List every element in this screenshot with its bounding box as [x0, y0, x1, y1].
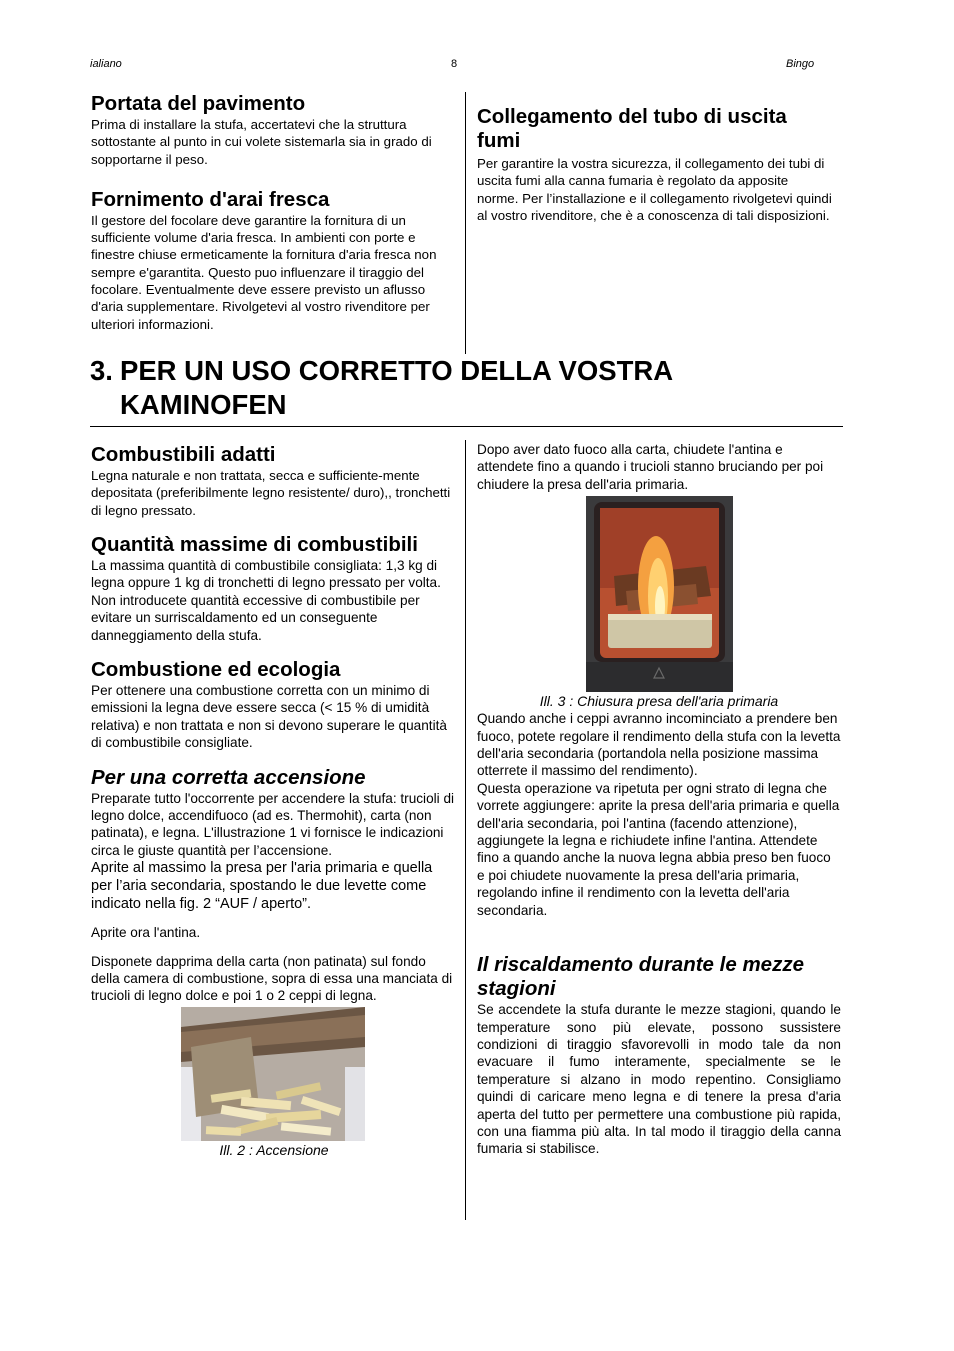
- chapter-title-line1: PER UN USO CORRETTO DELLA VOSTRA: [120, 355, 674, 386]
- stove-flame-image: [586, 496, 733, 692]
- right-column: [477, 441, 841, 1158]
- chapter-title-line2: KAMINOFEN: [120, 389, 287, 420]
- page-number: 8: [451, 58, 458, 70]
- section-title-ecology: Combustione ed ecologia: [91, 657, 341, 681]
- ignition-text-3: Aprite ora l'antina.: [91, 925, 201, 941]
- section-title-fuels: Combustibili adatti: [91, 443, 276, 466]
- section-text-fresh-air: Il gestore del focolare deve garantire la fornitura di un sufficiente volume d'aria fresca. In ambienti con porte e finestre chiuse ermeticamente la fornitura d'aria fresca non sempre e'garantita. Questo puo influenzare il tiraggio del focolare. Eventualmente deve essere previsto un aflusso d'aria supplementare. Rivolgetevi al vostro rivenditore per ulteriori informazioni.: [91, 212, 437, 332]
- header-model: Bingo: [786, 58, 815, 70]
- section-text-flue: Per garantire la vostra sicurezza, il collegamento dei tubi di uscita fumi alla canna fumaria è regolato da apposite norme. Per l’installazione e il collegamento rivolgetevi quindi al vostro rivenditore, che è a conoscenza di tali disposizioni.: [477, 156, 832, 223]
- left-column: [91, 443, 457, 1159]
- firewood-kindling-image: [181, 1007, 365, 1141]
- bottom-column-divider: [465, 440, 466, 1220]
- ignition-text-4: Disponete dapprima della carta (non patinata) sul fondo della camera di combustione, sopra di essa una manciata di trucioli di legno dolce e poi 1 o 2 ceppi di legna.: [91, 953, 453, 1004]
- ignition-text-2: Aprite al massimo la presa per l'aria primaria e quella per l’aria secondaria, spostando le due levette come indicato nella fig. 2 “AUF / aperto”.: [91, 860, 433, 913]
- figure-2-caption: Ill. 2 : Accensione: [219, 1141, 329, 1158]
- section-text-mid-season: Se accendete la stufa durante le mezze stagioni, quando le temperature sono più elevate, possono sussistere condizioni di tiraggio sfavorevolli in modo tale da non evacuare il fumo interamente, specialmente se le temperature si alzano in modo repentino. Consigliamo quindi di caricare meno legna e di tenere la presa d'aria aperta del tutto per permettere una combustione più rapida, con una fiamma più alta. In tal modo il tiraggio della canna fumaria si stabilisce.: [477, 1002, 841, 1157]
- right-text-3: Questa operazione va ripetuta per ogni strato di legna che vorrete aggiungere: aprite la presa dell'aria primaria e quella dell'aria secondaria, poi l'antina (facendo attenzione), aggiungete la legna e richiudete infine l'antina. Attendete fino a quando anche la nuova legna abbia preso ben fuoco e poi chiudete nuovamente la presa dell'aria primaria, regolando infine il rendimento con la levetta dell'aria secondaria.: [477, 780, 840, 918]
- section-title-quantity: Quantità massime di combustibili: [91, 532, 418, 556]
- section-title-fresh-air: Fornimento d'arai fresca: [91, 187, 330, 211]
- ignition-text-1: Preparate tutto l'occorrente per accendere la stufa: trucioli di legno dolce, accendifuoco (ad es. Thermohit), carta (non patinata), e legna. L'illustrazione 1 vi fornisce le indicazioni circa le giuste quantità per l’accensione.: [91, 790, 455, 858]
- figure-3-caption: Ill. 3 : Chiusura presa dell'aria primaria: [539, 693, 779, 710]
- section-text-fuels: Legna naturale e non trattata, secca e sufficiente-mente depositata (preferibilmente legno resistente/ duro),, tronchetti di legno pressato.: [91, 468, 451, 518]
- section-text-quantity: La massima quantità di combustibile consigliata: 1,3 kg di legna oppure 1 kg di tronchetti di legno pressato per volta. Non introducete quantità eccessive di combustibile per evitare un surriscaldamento ed un conseguente danneggiamento della stufa.: [91, 557, 441, 643]
- right-text-1: Dopo aver dato fuoco alla carta, chiudete l'antina e attendete fino a quando i trucioli stanno bruciando per poi chiudere la presa dell'aria primaria.: [477, 442, 824, 492]
- right-text-2: Quando anche i ceppi avranno incominciato a prendere ben fuoco, potete regolare il rendimento della stufa con la levetta dell'aria secondaria (portandola nella posizione massima otterrete il massimo del rendimento).: [477, 711, 841, 779]
- section-title-floor: Portata del pavimento: [91, 92, 306, 115]
- figure-2-ignition-photo: [181, 1007, 365, 1141]
- header-language: ialiano: [90, 58, 122, 70]
- section-title-mid-season: Il riscaldamento durante le mezze stagioni: [477, 953, 804, 1001]
- section-title-ignition: Per una corretta accensione: [91, 765, 366, 789]
- top-left-column: [91, 92, 457, 333]
- chapter-number: 3.: [90, 355, 113, 386]
- top-right-column: [477, 105, 832, 224]
- top-column-divider: [465, 92, 466, 354]
- chapter-heading: [90, 354, 843, 427]
- section-text-floor: Prima di installare la stufa, accertatevi che la struttura sottostante al punto in cui volete sistemarla sia in grado di sopportarne il peso.: [91, 117, 432, 167]
- section-text-ecology: Per ottenere una combustione corretta con un minimo di emissioni la legna deve essere secca (< 15 % di umidità relativa) e non trattata e non si devono superare le quantità di combustibile consigliate.: [91, 682, 447, 751]
- figure-3-stove-fire-photo: [586, 496, 733, 692]
- section-title-flue: Collegamento del tubo di uscita fumi: [477, 105, 787, 152]
